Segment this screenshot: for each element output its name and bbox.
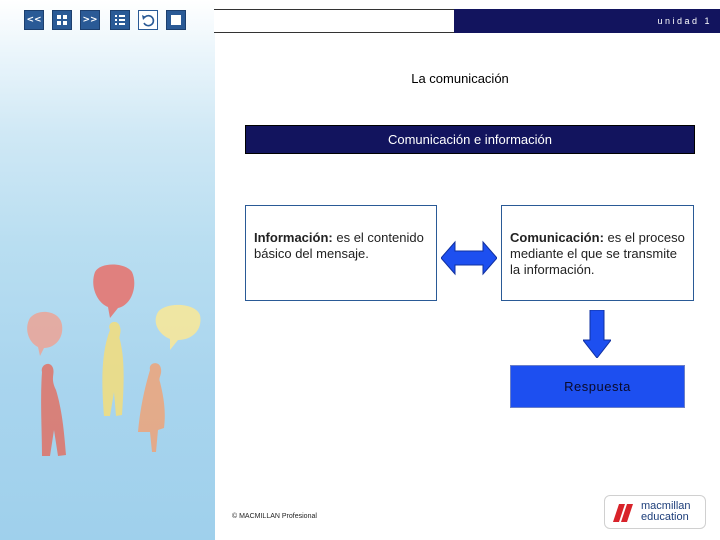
index-button[interactable] xyxy=(110,10,130,30)
home-button[interactable] xyxy=(52,10,72,30)
copyright-text: © MACMILLAN Profesional xyxy=(232,513,317,520)
prev-label: << xyxy=(26,15,42,25)
macmillan-logo xyxy=(604,495,706,529)
response-label: Respuesta xyxy=(564,379,631,394)
information-definition: es el contenido básico del mensaje. xyxy=(254,230,424,261)
page-title: La comunicación xyxy=(411,71,509,86)
down-arrow-icon xyxy=(583,310,611,358)
unit-label: unidad 1 xyxy=(657,16,712,26)
communication-term: Comunicación: xyxy=(510,230,604,245)
list-icon xyxy=(114,14,126,26)
next-label: >> xyxy=(82,15,98,25)
nav-prev-button[interactable] xyxy=(24,10,44,30)
communication-definition: es el proceso mediante el que se transmite la información. xyxy=(510,230,685,277)
response-box xyxy=(510,365,685,408)
logo-line1: macmillan xyxy=(641,500,691,512)
logo-line2: education xyxy=(641,511,689,523)
back-button[interactable] xyxy=(138,10,158,30)
undo-icon xyxy=(141,13,155,27)
exit-button[interactable] xyxy=(166,10,186,30)
section-banner xyxy=(245,125,695,154)
information-term: Información: xyxy=(254,230,333,245)
macmillan-mark-icon xyxy=(611,500,637,524)
communication-box xyxy=(501,205,694,301)
double-arrow-icon xyxy=(441,240,497,276)
people-speech-illustration xyxy=(0,0,215,540)
grid-icon xyxy=(56,14,68,26)
nav-next-button[interactable] xyxy=(80,10,100,30)
information-box xyxy=(245,205,437,301)
illustration-panel xyxy=(0,0,215,540)
stop-icon xyxy=(171,15,181,25)
section-title: Comunicación e información xyxy=(387,132,553,147)
